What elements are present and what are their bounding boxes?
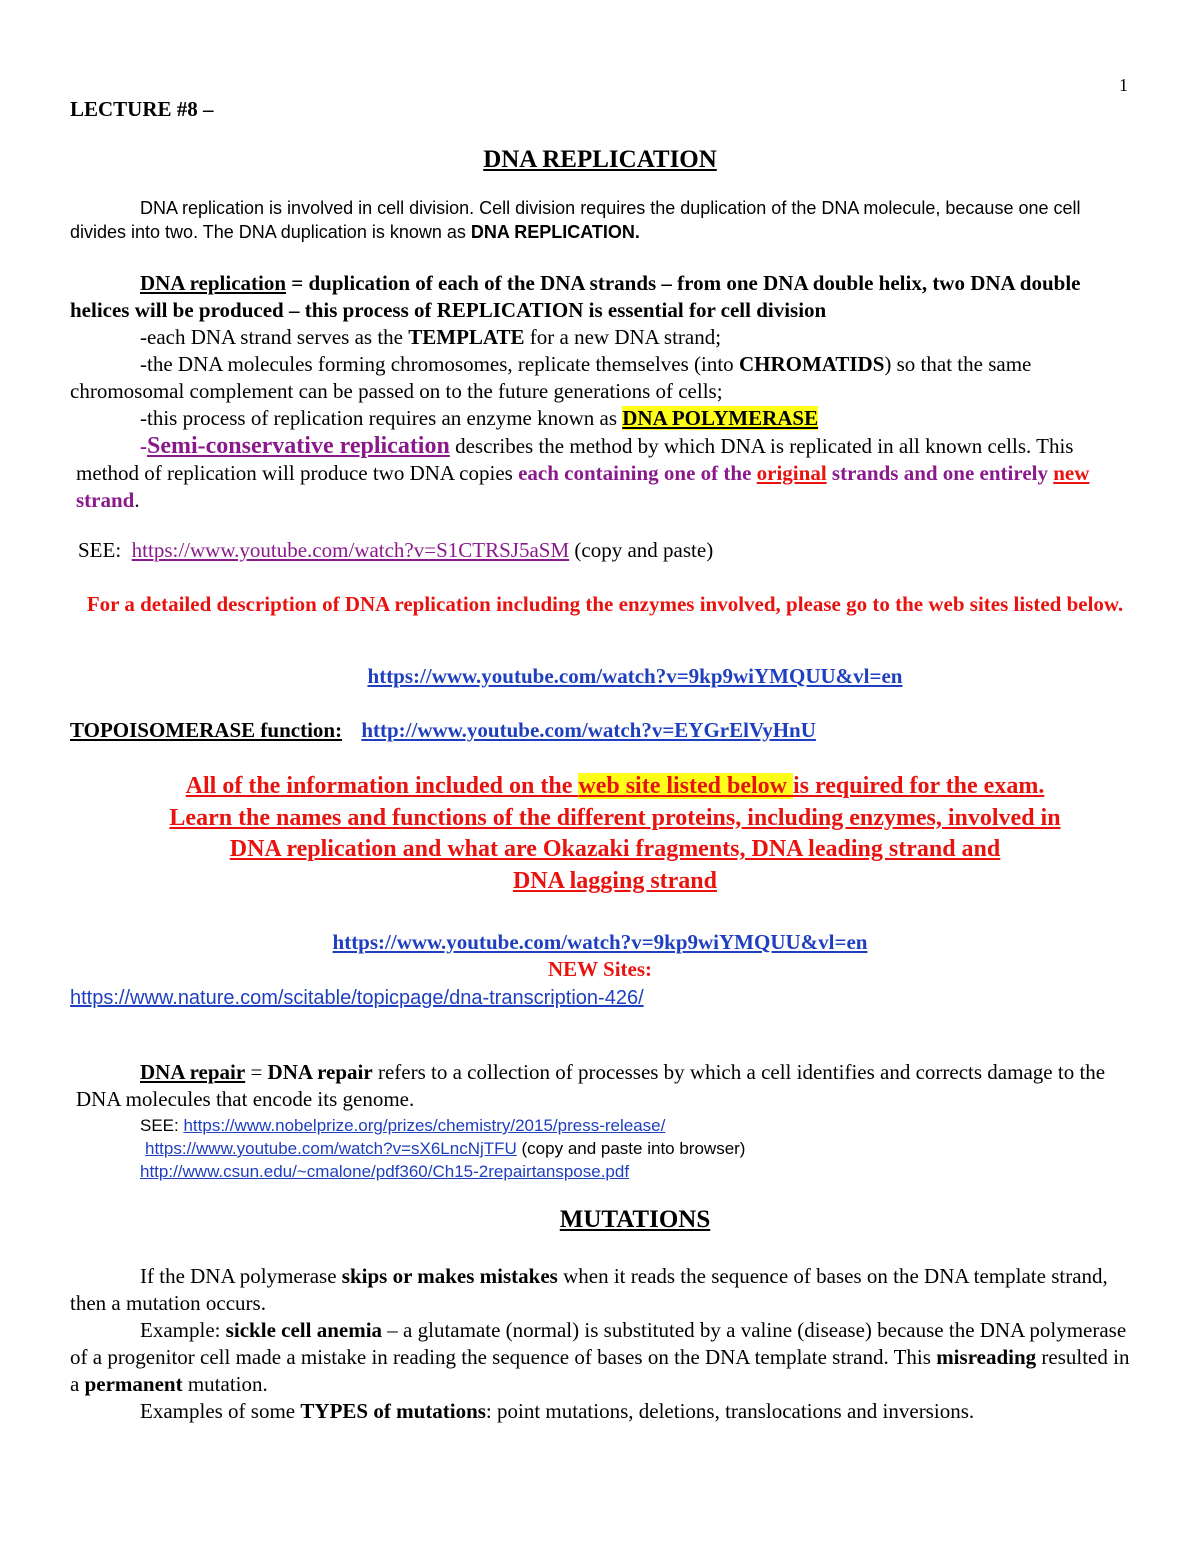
- replication-definition: DNA replication = duplication of each of the DNA strands – from one DNA double helix, two DNA double helices will be produced – this process of REPLICATION is essential for cell division: [70, 271, 1081, 322]
- repair-pdf-line: [140, 1160, 745, 1183]
- repair-video-line: https://www.youtube.com/watch?v=sX6LncNjTFU (copy and paste into browser): [145, 1139, 746, 1158]
- csun-pdf-link[interactable]: http://www.csun.edu/~cmalone/pdf360/Ch15-2repairtanspose.pdf: [140, 1162, 630, 1181]
- topoisomerase-label: TOPOISOMERASE function:: [70, 718, 343, 742]
- youtube-link-main[interactable]: https://www.youtube.com/watch?v=9kp9wiYMQUU&vl=en: [367, 664, 903, 688]
- exam-notice: [60, 771, 1170, 897]
- new-sites-label: NEW Sites:: [547, 957, 653, 981]
- main-link-row: [0, 663, 1200, 690]
- detail-note: For a detailed description of DNA replication including the enzymes involved, please go to the web sites listed below.: [86, 592, 1124, 616]
- mutations-types: Examples of some TYPES of mutations: point mutations, deletions, translocations and inversions.: [140, 1399, 975, 1423]
- repair-see-line: SEE: https://www.nobelprize.org/prizes/chemistry/2015/press-release/: [140, 1116, 666, 1135]
- point-template: -each DNA strand serves as the TEMPLATE for a new DNA strand;: [140, 325, 722, 349]
- page-number: 1: [1119, 75, 1128, 95]
- exam-link-row: [0, 929, 1200, 956]
- see-video-line: SEE: https://www.youtube.com/watch?v=S1CTRSJ5aSM (copy and paste): [78, 538, 714, 562]
- topoisomerase-link[interactable]: http://www.youtube.com/watch?v=EYGrElVyHnU: [361, 718, 816, 742]
- page-title: DNA REPLICATION: [483, 146, 717, 173]
- web-site-highlight: web site listed below: [578, 773, 794, 799]
- mutations-paragraph-2: Example: sickle cell anemia – a glutamate (normal) is substituted by a valine (disease) because the DNA polymerase of a progenitor cell made a mistake in reading the sequence of bases on the DNA template strand. This misreading resulted in a permanent mutation.: [70, 1318, 1130, 1396]
- exam-line-4: DNA lagging strand: [512, 867, 718, 894]
- see-video-link[interactable]: https://www.youtube.com/watch?v=S1CTRSJ5aSM: [131, 538, 570, 562]
- semi-conservative-term: Semi-conservative replication: [147, 433, 450, 459]
- exam-line-1: All of the information included on the web site listed below is required for the exam.: [185, 773, 1045, 799]
- exam-line-3: DNA replication and what are Okazaki fragments, DNA leading strand and: [229, 836, 1001, 862]
- repair-links: [140, 1114, 745, 1183]
- nature-link-row: [70, 984, 644, 1012]
- repair-definition: DNA repair = DNA repair refers to a collection of processes by which a cell identifies and corrects damage to the DNA molecules that encode its genome.: [76, 1060, 1106, 1111]
- point-semi-conservative: -Semi-conservative replication describes the method by which DNA is replicated in all known cells. This method of replication will produce two DNA copies each containing one of the original strands and one entirely new strand.: [76, 433, 1090, 512]
- mutations-title: MUTATIONS: [559, 1206, 711, 1233]
- nature-link[interactable]: https://www.nature.com/scitable/topicpage/dna-transcription-426/: [70, 987, 644, 1009]
- point-polymerase: -this process of replication requires an enzyme known as DNA POLYMERASE: [140, 406, 819, 430]
- nobelprize-link[interactable]: https://www.nobelprize.org/prizes/chemistry/2015/press-release/: [183, 1116, 666, 1135]
- repair-video-link[interactable]: https://www.youtube.com/watch?v=sX6LncNjTFU: [145, 1139, 517, 1158]
- repair-term: DNA repair: [140, 1060, 246, 1084]
- exam-line-2: Learn the names and functions of the different proteins, including enzymes, involved in: [169, 804, 1061, 831]
- youtube-link-exam[interactable]: https://www.youtube.com/watch?v=9kp9wiYMQUU&vl=en: [332, 930, 868, 954]
- point-chromatids: -the DNA molecules forming chromosomes, replicate themselves (into CHROMATIDS) so that the same chromosomal complement can be passed on to the future generations of cells;: [70, 352, 1032, 403]
- intro-paragraph: DNA replication is involved in cell division. Cell division requires the duplication of the DNA molecule, because one cell divides into two. The DNA duplication is known as DNA REPLICATION.: [70, 198, 1081, 242]
- lecture-label: LECTURE #8 –: [70, 97, 214, 121]
- definition-term: DNA replication: [140, 271, 287, 295]
- topoisomerase-line: [70, 717, 816, 744]
- dna-polymerase-highlight: DNA POLYMERASE: [622, 406, 819, 430]
- mutations-paragraph-1: If the DNA polymerase skips or makes mistakes when it reads the sequence of bases on the DNA template strand, then a mutation occurs.: [70, 1264, 1108, 1315]
